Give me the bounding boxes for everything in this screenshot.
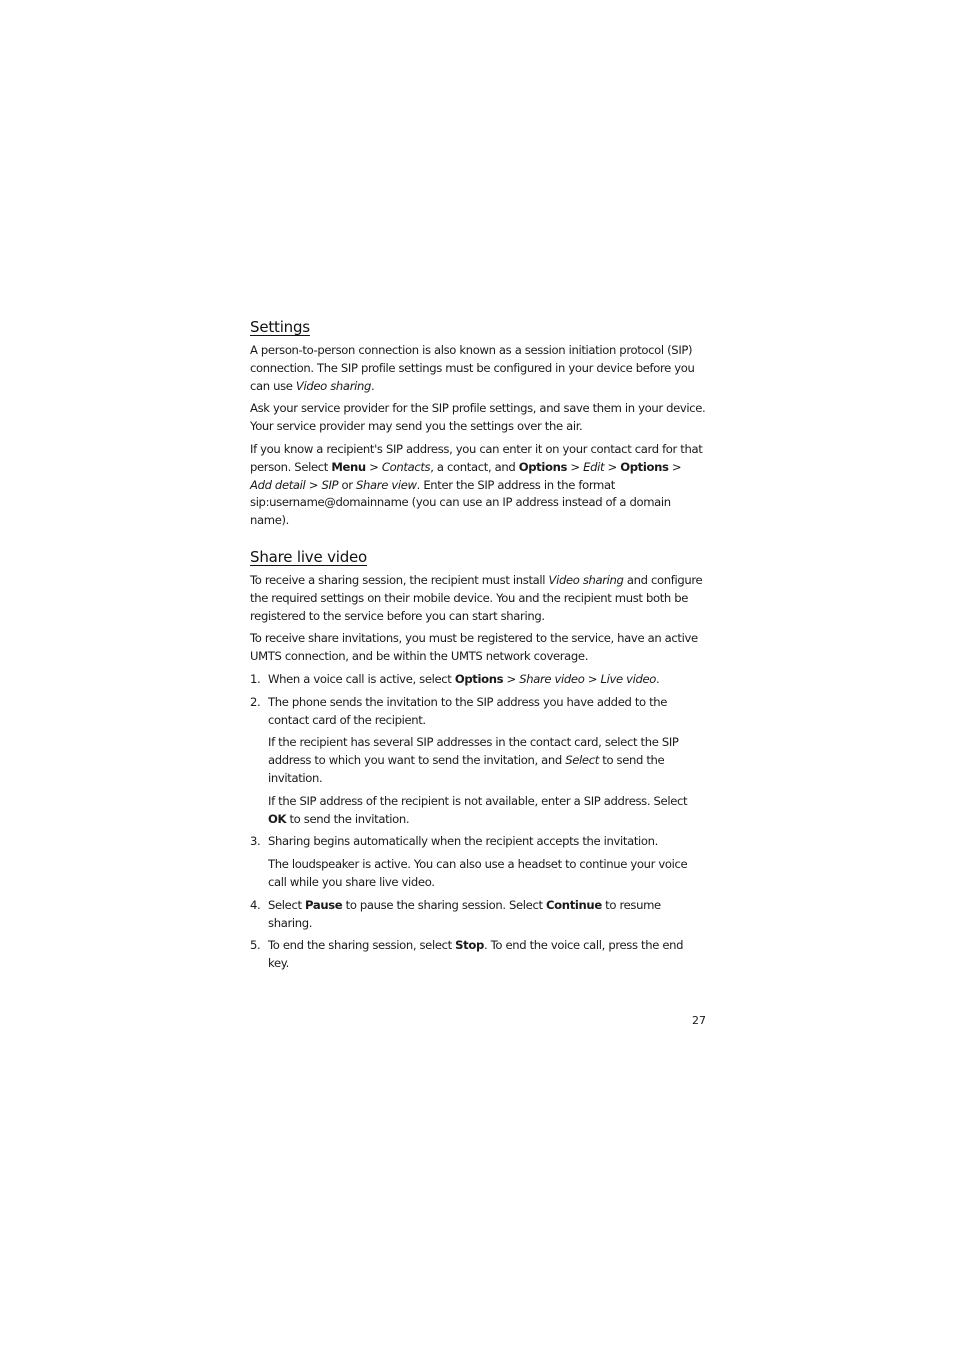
step-number: 4. [250, 897, 261, 912]
step-number: 3. [250, 834, 261, 849]
step-5: 5. To end the sharing session, select Stop. To end the voice call, press the end key. [250, 938, 684, 971]
step-4: 4. Select Pause to pause the sharing session. Select Continue to resume sharing. [250, 897, 661, 930]
step-3-text: Sharing begins automatically when the recipient accepts the invitation. [268, 834, 658, 849]
step-2 [250, 694, 706, 829]
page-number: 27 [692, 1014, 706, 1027]
step-number: 5. [250, 938, 261, 953]
share-paragraph-2: To receive share invitations, you must be registered to the service, have an active UMTS connection, and be within the UMTS network coverage. [250, 631, 698, 664]
step-1: 1. When a voice call is active, select Options > Share video > Live video. [250, 671, 706, 689]
step-2-text: The phone sends the invitation to the SIP address you have added to the contact card of the recipient. [268, 694, 668, 727]
step-3-note: The loudspeaker is active. You can also use a headset to continue your voice call while you share live video. [268, 857, 688, 889]
share-live-video-heading: Share live video [250, 547, 368, 566]
step-3 [250, 833, 706, 891]
settings-heading: Settings [250, 318, 310, 336]
step-2-note-2: If the SIP address of the recipient is not available, enter a SIP address. Select OK to send the invitation. [268, 793, 688, 826]
manual-page [250, 318, 706, 978]
step-number: 1. [250, 671, 261, 686]
settings-paragraph-2: Ask your service provider for the SIP profile settings, and save them in your device. Your service provider may send you the settings over the air. [250, 401, 706, 434]
steps-list [250, 671, 706, 973]
step-number: 2. [250, 694, 261, 709]
settings-paragraph-1: A person-to-person connection is also known as a session initiation protocol (SIP) connection. The SIP profile settings must be configured in your device before you can use Video sharing. [250, 343, 695, 393]
step-2-note-1: If the recipient has several SIP addresses in the contact card, select the SIP address to which you want to send the invitation, and Select to send the invitation. [268, 735, 679, 785]
settings-paragraph-3: If you know a recipient's SIP address, you can enter it on your contact card for that person. Select Menu > Contacts, a contact, and Options > Edit > Options > Add detail > SIP or Share view. Enter the SIP address in the format sip:username@domainname (you can use an IP address instead of a domain name). [250, 441, 703, 528]
share-paragraph-1: To receive a sharing session, the recipient must install Video sharing and configure the required settings on their mobile device. You and the recipient must both be registered to the service before you can start sharing. [250, 572, 703, 623]
